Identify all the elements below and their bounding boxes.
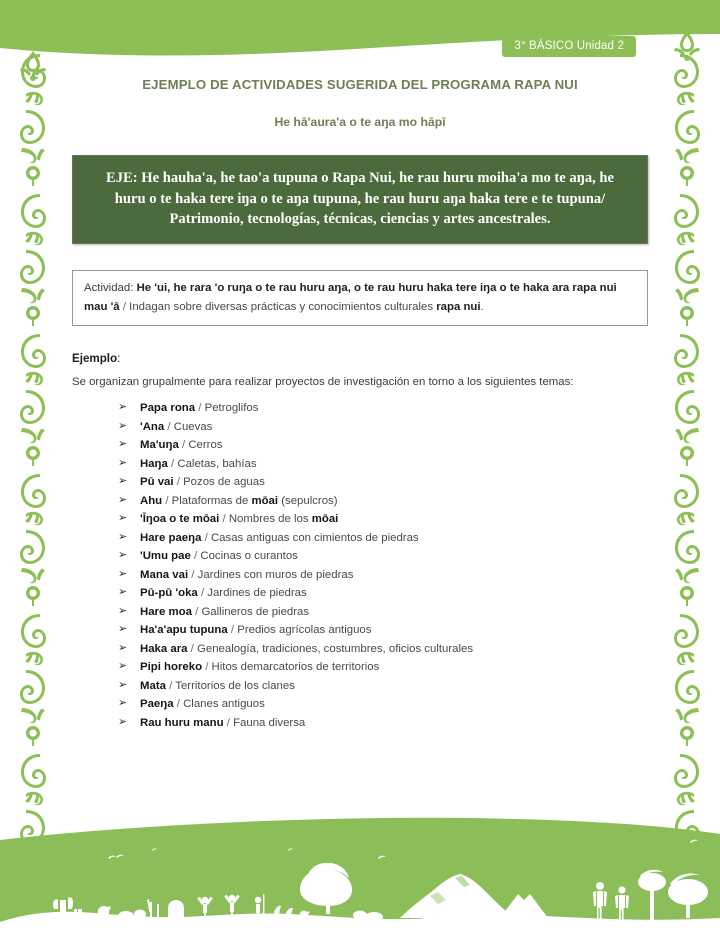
- topic-separator: /: [165, 494, 169, 507]
- topic-gloss: Predios agrícolas antiguos: [237, 624, 372, 637]
- topic-separator: /: [195, 605, 199, 618]
- unit-badge: 3° BÁSICO Unidad 2: [502, 36, 636, 57]
- activity-separator: /: [122, 300, 126, 313]
- topic-gloss-post: (sepulcros): [278, 494, 338, 507]
- topic-gloss: Fauna diversa: [233, 716, 306, 729]
- bullet-arrow-icon: ➢: [118, 475, 128, 488]
- topic-gloss: Petroglifos: [204, 402, 259, 415]
- topic-list: [72, 403, 648, 736]
- activity-translation: Indagan sobre diversas prácticas y conocimientos culturales: [129, 300, 434, 313]
- topic-separator: /: [167, 420, 171, 433]
- example-label-row: [72, 352, 648, 365]
- list-item: [118, 403, 648, 422]
- topic-separator: /: [230, 624, 235, 637]
- topic-gloss-pre: Nombres de los: [228, 513, 312, 526]
- topic-gloss: [229, 513, 339, 525]
- document-content: [60, 76, 660, 736]
- bullet-arrow-icon: ➢: [118, 641, 128, 654]
- topic-term: Ahu: [140, 494, 163, 507]
- topic-separator: /: [190, 642, 194, 655]
- list-item: [118, 567, 648, 589]
- topic-term: Mana vai: [140, 568, 189, 581]
- topic-term: 'Ana: [140, 420, 165, 433]
- bullet-arrow-icon: ➢: [118, 493, 128, 506]
- topic-gloss: Cuevas: [173, 420, 213, 433]
- topic-gloss: Territorios de los clanes: [175, 679, 295, 692]
- topic-separator: /: [198, 402, 202, 415]
- bullet-arrow-icon: ➢: [118, 419, 128, 432]
- topic-term: Pū vai: [140, 476, 174, 489]
- bullet-arrow-icon: ➢: [118, 678, 128, 691]
- list-item: [118, 530, 648, 552]
- example-label: Ejemplo: [72, 352, 118, 366]
- topic-separator: /: [176, 476, 180, 489]
- bullet-arrow-icon: ➢: [118, 660, 128, 673]
- topic-gloss: Casas antiguas con cimientos de piedras: [210, 531, 419, 544]
- topic-gloss: Jardines de piedras: [207, 587, 307, 600]
- topic-term: Ha'a'apu tupuna: [140, 624, 228, 637]
- side-ornament-border-left: [18, 48, 48, 838]
- corner-ornament-icon-top-right: [672, 30, 702, 64]
- corner-ornament-icon-top-left: [18, 50, 48, 84]
- list-item: [118, 514, 648, 533]
- topic-gloss: Pozos de aguas: [183, 476, 265, 489]
- page-title: EJEMPLO DE ACTIVIDADES SUGERIDA DEL PROGRAMA RAPA NUI: [142, 77, 578, 92]
- bullet-arrow-icon: ➢: [118, 456, 128, 469]
- topic-separator: /: [169, 679, 173, 692]
- topic-term: Pipi horeko: [140, 661, 203, 674]
- list-item: [118, 440, 648, 459]
- topic-gloss: Cocinas o curantos: [200, 550, 298, 563]
- topic-separator: /: [200, 587, 205, 600]
- eje-banner: EJE: He hauha'a, he tao'a tupuna o Rapa Nui, he rau huru moiha'a mo te aŋa, he huru o te haka tere iŋa o te aŋa tupuna, he rau huru aŋa haka tere e te tupuna/ Patrimonio, tecnologías, técnicas, ciencias y artes ancestrales.: [72, 155, 648, 244]
- bullet-arrow-icon: ➢: [118, 401, 128, 414]
- topic-separator: /: [204, 531, 208, 544]
- topic-term: Haka ara: [140, 642, 188, 655]
- activity-label: Actividad:: [84, 282, 134, 295]
- topic-term: 'Īŋoa o te mōai: [140, 513, 220, 526]
- topic-separator: /: [181, 439, 186, 452]
- list-item: [118, 678, 648, 700]
- list-item: [118, 493, 648, 515]
- topic-term: Hare moa: [140, 605, 192, 618]
- activity-translation-highlight: rapa nui: [436, 300, 481, 313]
- topic-gloss-highlight: mōai: [251, 494, 279, 507]
- list-item: [118, 456, 648, 478]
- topic-term: Mata: [140, 679, 166, 692]
- side-ornament-border-right: [672, 48, 702, 838]
- bullet-arrow-icon: ➢: [118, 512, 128, 525]
- topic-gloss: Cerros: [188, 439, 223, 452]
- topic-term: Haŋa: [140, 457, 168, 470]
- topic-term: Hare paeŋa: [140, 531, 202, 544]
- list-item: [118, 699, 648, 718]
- example-label-colon: :: [117, 352, 121, 366]
- activity-translation-end: .: [480, 300, 484, 313]
- topic-separator: /: [194, 550, 198, 563]
- bullet-arrow-icon: ➢: [118, 586, 128, 599]
- example-section: [72, 352, 648, 736]
- topic-gloss: Genealogía, tradiciones, costumbres, oficios culturales: [197, 642, 474, 655]
- example-intro-text: Se organizan grupalmente para realizar proyectos de investigación en torno a los siguientes temas:: [72, 376, 574, 389]
- topic-term: Pū-pū 'oka: [140, 587, 198, 600]
- list-item: [118, 419, 648, 441]
- topic-gloss-highlight: mōai: [311, 513, 339, 526]
- list-item: [118, 551, 648, 570]
- topic-term: Papa rona: [140, 402, 196, 415]
- bullet-arrow-icon: ➢: [118, 604, 128, 617]
- list-item: [118, 715, 648, 737]
- list-item: [118, 662, 648, 681]
- list-item: [118, 604, 648, 626]
- topic-term: Paeŋa: [140, 698, 174, 711]
- topic-separator: /: [176, 698, 180, 711]
- activity-box: [72, 270, 648, 326]
- topic-term: Rau huru manu: [140, 716, 224, 729]
- topic-gloss: [172, 495, 338, 507]
- topic-gloss: Clanes antiguos: [183, 698, 265, 711]
- topic-term: 'Umu pae: [140, 550, 191, 563]
- list-item: [118, 641, 648, 663]
- topic-gloss-pre: Plataformas de: [171, 494, 252, 507]
- topic-gloss: Gallineros de piedras: [201, 605, 310, 618]
- topic-separator: /: [191, 568, 195, 581]
- topic-separator: /: [226, 716, 230, 729]
- bullet-arrow-icon: ➢: [118, 567, 128, 580]
- list-item: [118, 625, 648, 644]
- bullet-arrow-icon: ➢: [118, 715, 128, 728]
- activity-rapanui-text: He 'ui, he rara 'o ruŋa o te rau huru aŋa, o te rau huru haka tere iŋa o te haka ara rapa nui mau 'ā: [84, 282, 617, 313]
- page-subtitle: He hā'aura'a o te aŋa mo hāpī: [274, 115, 446, 130]
- topic-gloss: Jardines con muros de piedras: [197, 568, 354, 581]
- bullet-arrow-icon: ➢: [118, 530, 128, 543]
- list-item: [118, 588, 648, 607]
- topic-separator: /: [171, 457, 175, 470]
- footer-illustration: [0, 814, 720, 932]
- list-item: [118, 477, 648, 496]
- bullet-arrow-icon: ➢: [118, 623, 128, 636]
- bullet-arrow-icon: ➢: [118, 438, 128, 451]
- bullet-arrow-icon: ➢: [118, 697, 128, 710]
- topic-gloss: Hitos demarcatorios de territorios: [211, 661, 380, 674]
- bullet-arrow-icon: ➢: [118, 549, 128, 562]
- topic-term: Ma'uŋa: [140, 439, 179, 452]
- topic-separator: /: [205, 661, 209, 674]
- topic-separator: /: [222, 513, 226, 526]
- topic-gloss: Caletas, bahías: [177, 457, 257, 470]
